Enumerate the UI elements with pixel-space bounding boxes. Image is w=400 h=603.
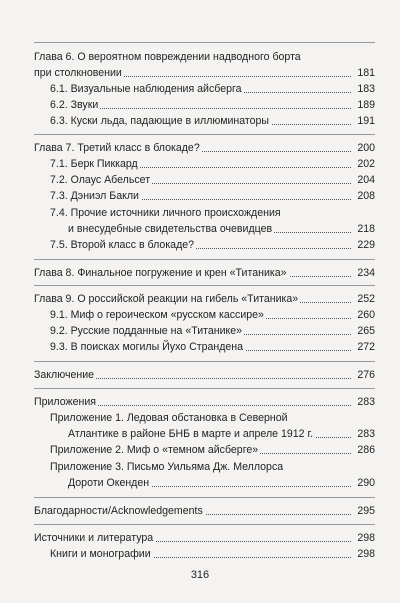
page-number: 265 <box>357 325 375 337</box>
toc-entry-9-1: 9.1. Миф о героическом «русском кассире» 260 <box>50 309 375 321</box>
toc-entry-chapter-7: Глава 7. Третий класс в блокаде? 200 <box>34 142 375 154</box>
toc-line: Глава 6. О вероятном повреждении надводного борта <box>34 51 301 63</box>
page-number: 283 <box>357 396 375 408</box>
page-number: 260 <box>357 309 375 321</box>
toc-entry-appendices: Приложения 283 <box>34 396 375 408</box>
toc-entry-appendix-3: Дороти Окенден 290 <box>68 477 375 489</box>
page-number: 229 <box>357 239 375 251</box>
toc-entry-7-4: и внесудебные свидетельства очевидцев 218 <box>68 223 375 235</box>
page-number: 183 <box>357 83 375 95</box>
page-number: 200 <box>357 142 375 154</box>
page-number: 191 <box>357 115 375 127</box>
toc-entry-6-1: 6.1. Визуальные наблюдения айсберга 183 <box>50 83 375 95</box>
page-number: 298 <box>357 532 375 544</box>
toc-entry-acknowledgements: Благодарности/Acknowledgements 295 <box>34 505 375 517</box>
toc-entry-chapter-6: при столкновении 181 <box>34 67 375 79</box>
page-number: 208 <box>357 190 375 202</box>
section-rule <box>34 42 375 43</box>
toc-entry-7-3: 7.3. Дэниэл Бакли 208 <box>50 190 375 202</box>
section-rule <box>34 285 375 286</box>
toc-line: Приложение 1. Ледовая обстановка в Северной <box>50 412 288 424</box>
section-rule <box>34 497 375 498</box>
section-rule <box>34 259 375 260</box>
page-number: 276 <box>357 369 375 381</box>
page-number: 272 <box>357 341 375 353</box>
page-number: 283 <box>357 428 375 440</box>
page-number: 252 <box>357 293 375 305</box>
page-number: 181 <box>357 67 375 79</box>
page-number: 218 <box>357 223 375 235</box>
toc-entry-7-1: 7.1. Берк Пиккард 202 <box>50 158 375 170</box>
page-number: 204 <box>357 174 375 186</box>
toc-entry-7-5: 7.5. Второй класс в блокаде? 229 <box>50 239 375 251</box>
section-rule <box>34 134 375 135</box>
page-number: 290 <box>357 477 375 489</box>
page-number: 298 <box>357 548 375 560</box>
toc-entry-6-3: 6.3. Куски льда, падающие в иллюминаторы 191 <box>50 115 375 127</box>
page-number: 234 <box>357 267 375 279</box>
toc-entry-9-2: 9.2. Русские подданные на «Титанике» 265 <box>50 325 375 337</box>
toc-entry-chapter-9: Глава 9. О российской реакции на гибель «Титаника» 252 <box>34 293 375 305</box>
page-number: 295 <box>357 505 375 517</box>
section-rule <box>34 361 375 362</box>
toc-line: Приложение 3. Письмо Уильяма Дж. Меллорса <box>50 461 284 473</box>
toc-entry-appendix-1: Атлантике в районе БНБ в марте и апреле 1912 г. 283 <box>68 428 375 440</box>
page-number: 286 <box>357 444 375 456</box>
toc-entry-conclusion: Заключение 276 <box>34 369 375 381</box>
page-number: 189 <box>357 99 375 111</box>
toc-entry-7-2: 7.2. Олаус Абельсет 204 <box>50 174 375 186</box>
toc-entry-sources: Источники и литература 298 <box>34 532 375 544</box>
toc-entry-books: Книги и монографии 298 <box>50 548 375 560</box>
toc-line: 7.4. Прочие источники личного происхождения <box>50 207 281 219</box>
section-rule <box>34 524 375 525</box>
toc-entry-appendix-2: Приложение 2. Миф о «темном айсберге» 286 <box>50 444 375 456</box>
toc-entry-chapter-8: Глава 8. Финальное погружение и крен «Титаника» 234 <box>34 267 375 279</box>
toc-entry-9-3: 9.3. В поисках могилы Йухо Страндена 272 <box>50 341 375 353</box>
page-folio: 316 <box>190 569 210 581</box>
toc-entry-6-2: 6.2. Звуки 189 <box>50 99 375 111</box>
section-rule <box>34 388 375 389</box>
page-number: 202 <box>357 158 375 170</box>
